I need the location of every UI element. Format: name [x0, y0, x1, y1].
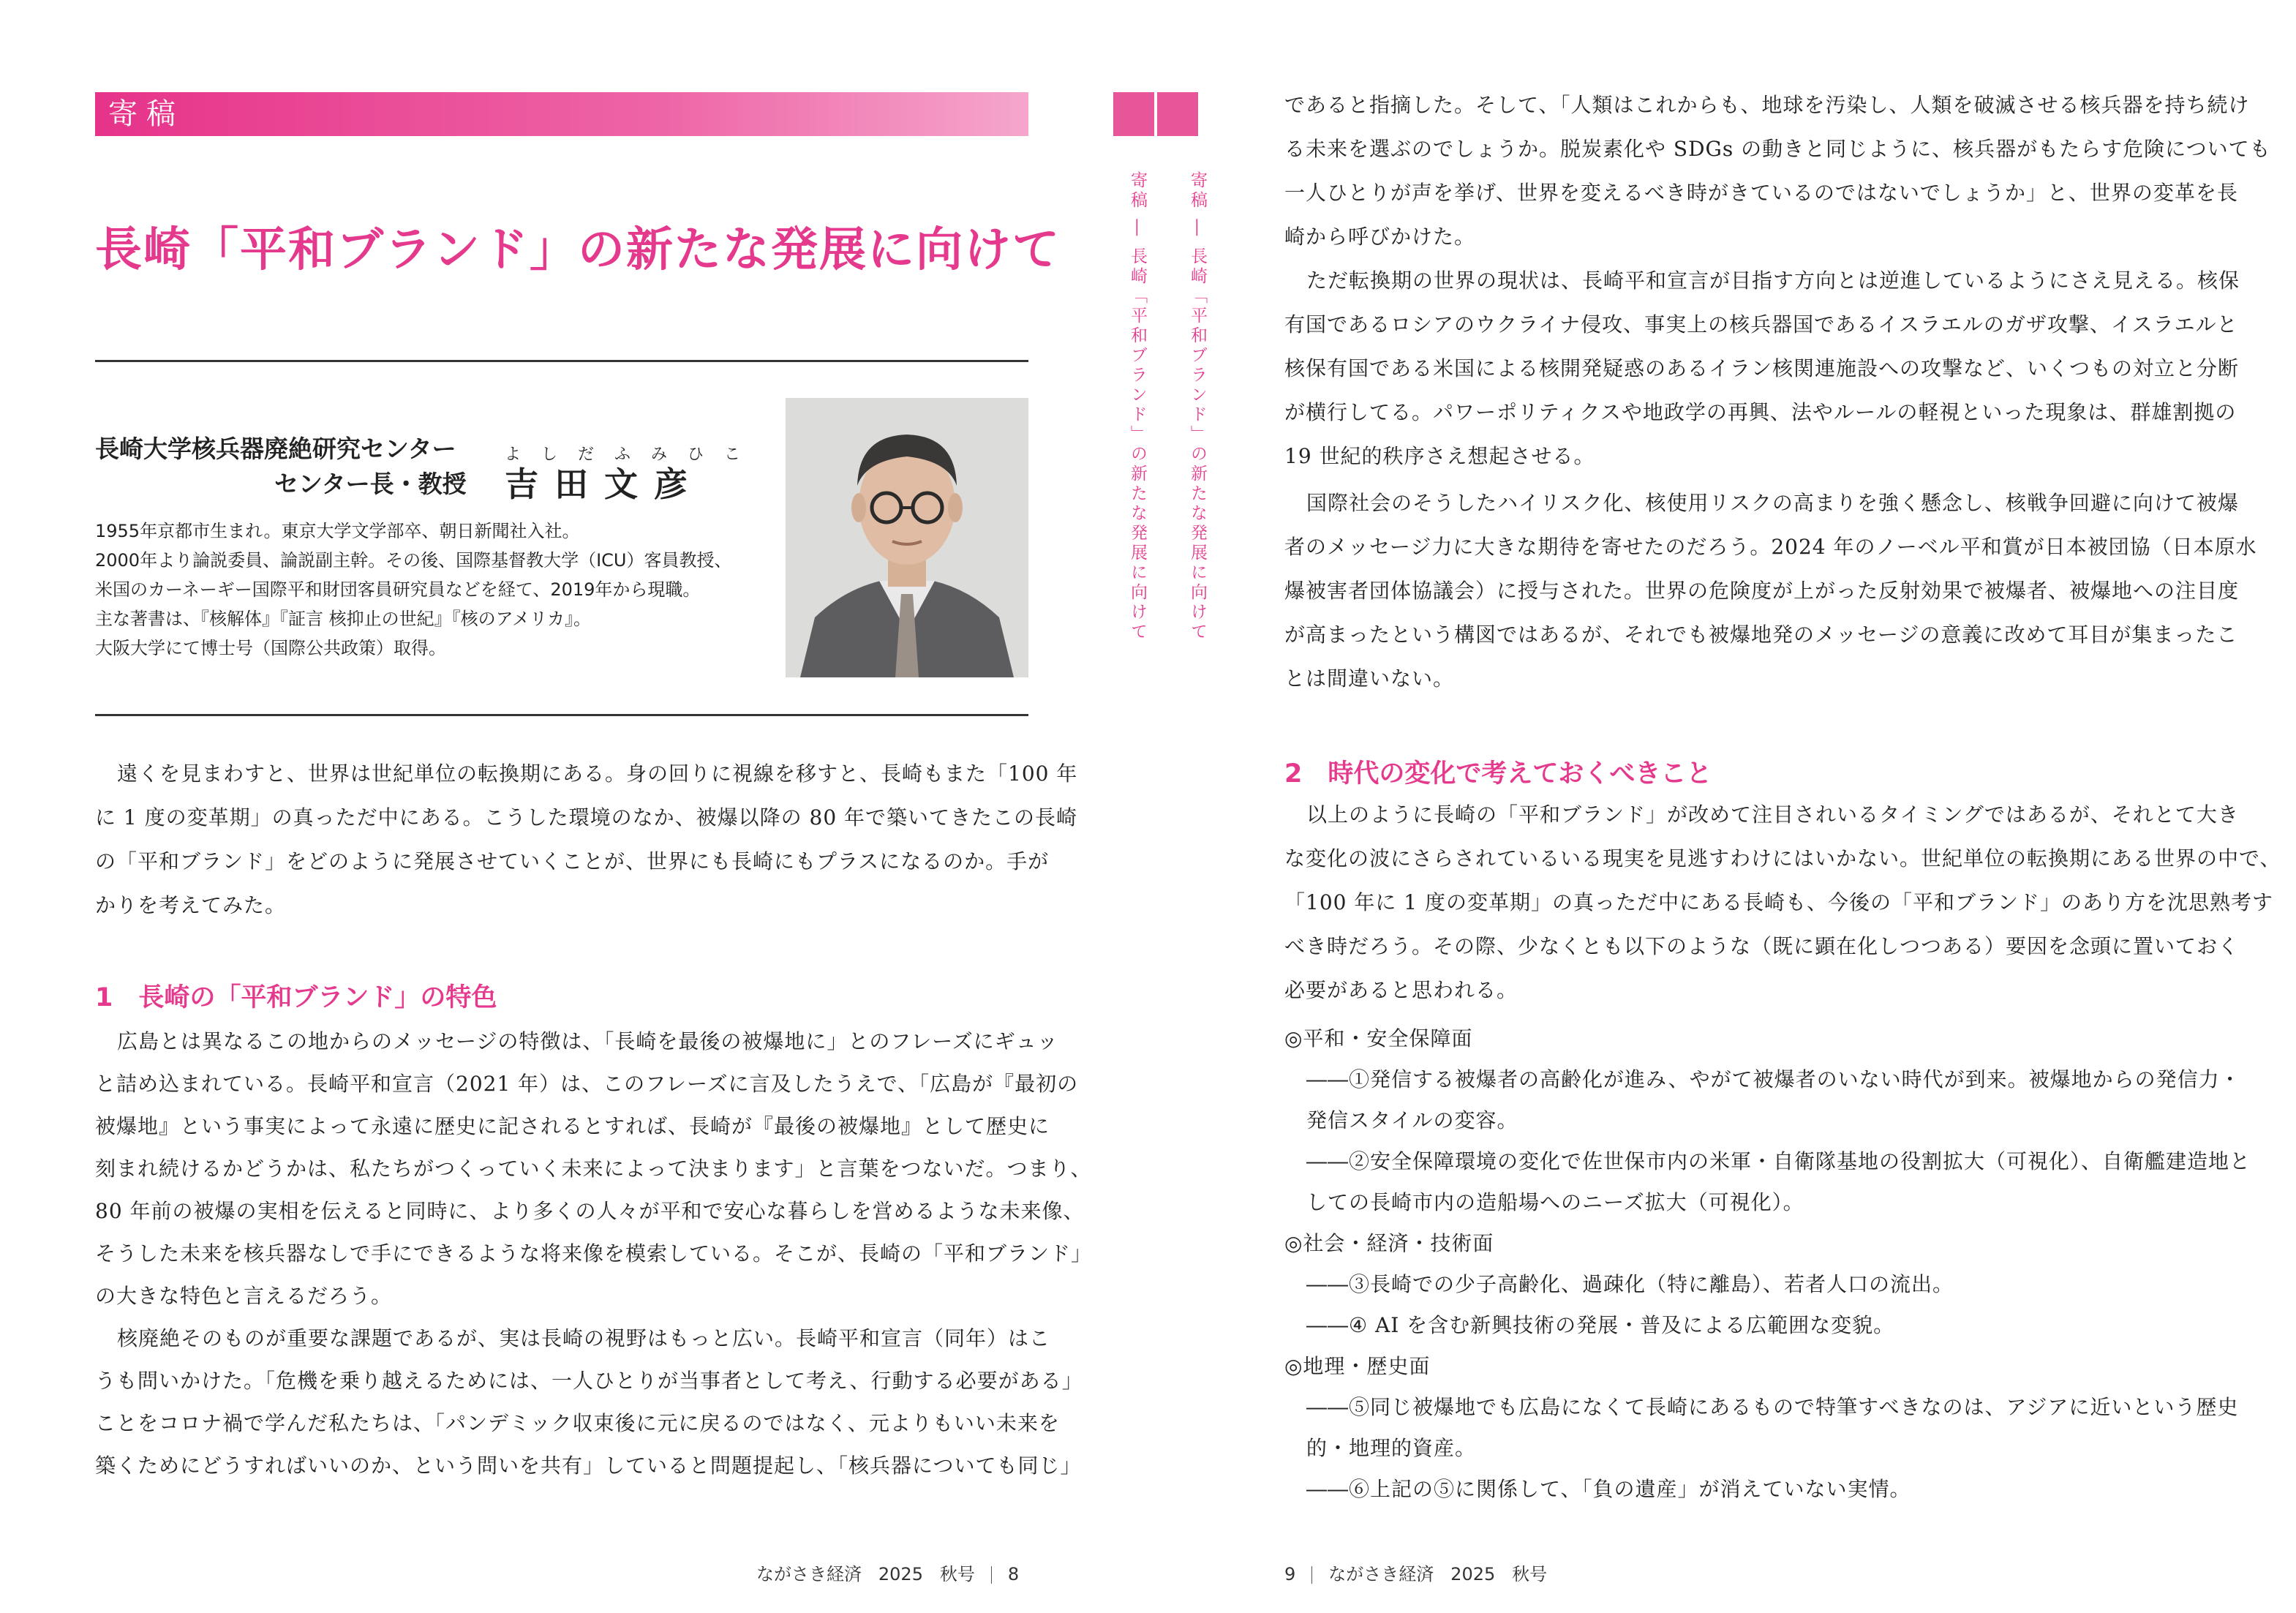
body-line: 「100 年に 1 度の変革期」の真っただ中にある長崎も、今後の「平和ブランド」のあり方を沈思熟考す — [1284, 890, 2273, 914]
list-item: 的・地理的資産。 — [1306, 1436, 1477, 1460]
body-line: の「平和ブランド」をどのように発展させていくことが、世界にも長崎にもプラスになるのか。手が — [95, 849, 1050, 873]
bio-line: 米国のカーネーギー国際平和財団客員研究員などを経て、2019年から現職。 — [95, 579, 701, 600]
body-line: 崎から呼びかけた。 — [1284, 225, 1476, 249]
author-photo — [786, 398, 1028, 677]
list-heading: ◎社会・経済・技術面 — [1284, 1231, 1494, 1255]
body-line: 以上のように長崎の「平和ブランド」が改めて注目されいるタイミングではあるが、それとて大き — [1306, 802, 2239, 827]
body-line: とは間違いない。 — [1284, 666, 1455, 691]
author-position: センター長・教授 — [274, 470, 467, 498]
footer-magazine: ながさき経済 — [1328, 1564, 1434, 1584]
spine-running-title: 寄稿 ― 長崎「平和ブランド」の新たな発展に向けて — [1128, 171, 1147, 642]
body-line: ただ転換期の世界の現状は、長崎平和宣言が目指す方向とは逆進しているようにさえ見える。核保 — [1306, 268, 2240, 293]
body-line: 爆被害者団体協議会）に授与された。世界の危険度が上がった反射効果で被爆者、被爆地への注目度 — [1284, 579, 2240, 603]
author-affiliation: 長崎大学核兵器廃絶研究センター — [95, 435, 456, 463]
header-banner — [95, 92, 1028, 136]
body-line: の大きな特色と言えるだろう。 — [95, 1284, 393, 1308]
section-label: 寄稿 — [108, 97, 184, 131]
footer-issue: 秋号 — [939, 1564, 975, 1584]
footer-separator — [1311, 1566, 1312, 1584]
body-line: 者のメッセージ力に大きな期待を寄せたのだろう。2024 年のノーベル平和賞が日本被団協（日本原水 — [1284, 535, 2257, 559]
list-item: ――④ AI を含む新興技術の発展・普及による広範囲な変貌。 — [1306, 1313, 1895, 1337]
body-line: 有国であるロシアのウクライナ侵攻、事実上の核兵器国であるイスラエルのガザ攻撃、イスラエルと — [1284, 312, 2238, 336]
bio-line: 大阪大学にて博士号（国際公共政策）取得。 — [95, 638, 446, 658]
list-heading: ◎平和・安全保障面 — [1284, 1026, 1473, 1050]
section-heading-1: 1 長崎の「平和ブランド」の特色 — [95, 983, 497, 1012]
page-number: 9 — [1284, 1564, 1296, 1584]
article-title: 長崎「平和ブランド」の新たな発展に向けて — [95, 223, 1061, 277]
footer-left — [756, 1560, 1019, 1585]
page-number: 8 — [1007, 1564, 1020, 1584]
body-line: であると指摘した。そして、「人類はこれからも、地球を汚染し、人類を破滅させる核兵器を持ち続け — [1284, 93, 2250, 117]
body-line: 80 年前の被爆の実相を伝えると同時に、より多くの人々が平和で安心な暮らしを営めるような未来像、 — [95, 1199, 1085, 1223]
body-line: 被爆地』という事実によって永遠に歴史に記されるとすれば、長崎が『最後の被爆地』として歴史に — [95, 1114, 1050, 1138]
body-line: な変化の波にさらされているいる現実を見逃すわけにはいかない。世紀単位の転換期にある世界の中で、 — [1284, 846, 2281, 871]
author-name: 吉田文彦 — [505, 465, 704, 504]
bio-line: 主な著書は、『核解体』『証言 核抑止の世紀』『核のアメリカ』。 — [95, 609, 591, 629]
list-item: ――②安全保障環境の変化で佐世保市内の米軍・自衛隊基地の役割拡大（可視化）、自衛艦建造地と — [1306, 1149, 2251, 1173]
body-line: ことをコロナ禍で学んだ私たちは、「パンデミック収束後に元に戻るのではなく、元よりもいい未来を — [95, 1411, 1060, 1435]
footer-year: 2025 — [878, 1564, 923, 1584]
section-heading-2: 2 時代の変化で考えておくべきこと — [1284, 759, 1712, 789]
list-item: ――①発信する被爆者の高齢化が進み、やがて被爆者のいない時代が到来。被爆地からの発信力・ — [1306, 1067, 2241, 1091]
list-item: ――⑥上記の⑤に関係して、「負の遺産」が消えていない実情。 — [1306, 1477, 1911, 1501]
bio-line: 1955年京都市生まれ。東京大学文学部卒、朝日新聞社入社。 — [95, 521, 580, 541]
body-line: に 1 度の変革期」の真っただ中にある。こうした環境のなか、被爆以降の 80 年で築いてきたこの長崎 — [95, 805, 1078, 830]
footer-right — [1284, 1560, 1547, 1585]
profile-divider — [95, 714, 1028, 716]
spine-tab-right — [1157, 92, 1198, 136]
spine-running-title: 寄稿 ― 長崎「平和ブランド」の新たな発展に向けて — [1188, 171, 1207, 642]
body-line: うも問いかけた。「危機を乗り越えるためには、一人ひとりが当事者として考え、行動する必要がある」 — [95, 1369, 1083, 1393]
body-line: 核廃絶そのものが重要な課題であるが、実は長崎の視野はもっと広い。長崎平和宣言（同年）はこ — [117, 1326, 1051, 1350]
body-line: 刻まれ続けるかどうかは、私たちがつくっていく未来によって決まります」と言葉をつないだ。つまり、 — [95, 1157, 1092, 1181]
footer-magazine: ながさき経済 — [756, 1564, 862, 1584]
list-item: ――⑤同じ被爆地でも広島になくて長崎にあるもので特筆すべきなのは、アジアに近いという歴史 — [1306, 1395, 2239, 1419]
body-line: かりを考えてみた。 — [95, 893, 287, 917]
body-line: 広島とは異なるこの地からのメッセージの特徴は、「長崎を最後の被爆地に」とのフレーズにギュッ — [117, 1029, 1058, 1053]
body-line: 国際社会のそうしたハイリスク化、核使用リスクの高まりを強く懸念し、核戦争回避に向けて被爆 — [1306, 491, 2239, 515]
body-line: と詰め込まれている。長崎平和宣言（2021 年）は、このフレーズに言及したうえで、「広島が『最初の — [95, 1072, 1079, 1096]
footer-separator — [991, 1566, 992, 1584]
body-line: 築くためにどうすればいいのか、という問いを共有」していると問題提起し、「核兵器についても同じ」 — [95, 1454, 1082, 1478]
list-item: しての長崎市内の造船場へのニーズ拡大（可視化）。 — [1306, 1190, 1804, 1214]
body-line: 遠くを見まわすと、世界は世紀単位の転換期にある。身の回りに視線を移すと、長崎もまた「100 年 — [117, 762, 1078, 786]
list-heading: ◎地理・歴史面 — [1284, 1354, 1431, 1378]
footer-issue: 秋号 — [1512, 1564, 1548, 1584]
body-line: が高まったという構図ではあるが、それでも被爆地発のメッセージの意義に改めて耳目が集まったこ — [1284, 623, 2238, 647]
spine-tab-left — [1113, 92, 1154, 136]
bio-line: 2000年より論説委員、論説副主幹。その後、国際基督教大学（ICU）客員教授、 — [95, 550, 732, 571]
body-line: そうした未来を核兵器なしで手にできるような将来像を模索している。そこが、長崎の「平和ブランド」 — [95, 1241, 1093, 1266]
body-line: 必要があると思われる。 — [1284, 978, 1518, 1002]
body-line: 19 世紀的秩序さえ想起させる。 — [1284, 444, 1595, 468]
title-divider — [95, 360, 1028, 362]
author-ruby: よしだふみひこ — [505, 445, 761, 464]
body-line: 核保有国である米国による核開発疑惑のあるイラン核関連施設への攻撃など、いくつもの対立と分断 — [1284, 356, 2240, 380]
body-line: 一人ひとりが声を挙げ、世界を変えるべき時がきているのではないでしょうか」と、世界の変革を長 — [1284, 181, 2238, 205]
list-item: ――③長崎での少子高齢化、過疎化（特に離島）、若者人口の流出。 — [1306, 1272, 1954, 1296]
list-item: 発信スタイルの変容。 — [1306, 1108, 1518, 1132]
body-line: が横行してる。パワーポリティクスや地政学の再興、法やルールの軽視といった現象は、群雄割拠の — [1284, 400, 2237, 424]
body-line: べき時だろう。その際、少なくとも以下のような（既に顕在化しつつある）要因を念頭に置いておく — [1284, 934, 2240, 958]
body-line: る未来を選ぶのでしょうか。脱炭素化や SDGs の動きと同じように、核兵器がもたらす危険についても — [1284, 137, 2271, 161]
footer-year: 2025 — [1450, 1564, 1496, 1584]
